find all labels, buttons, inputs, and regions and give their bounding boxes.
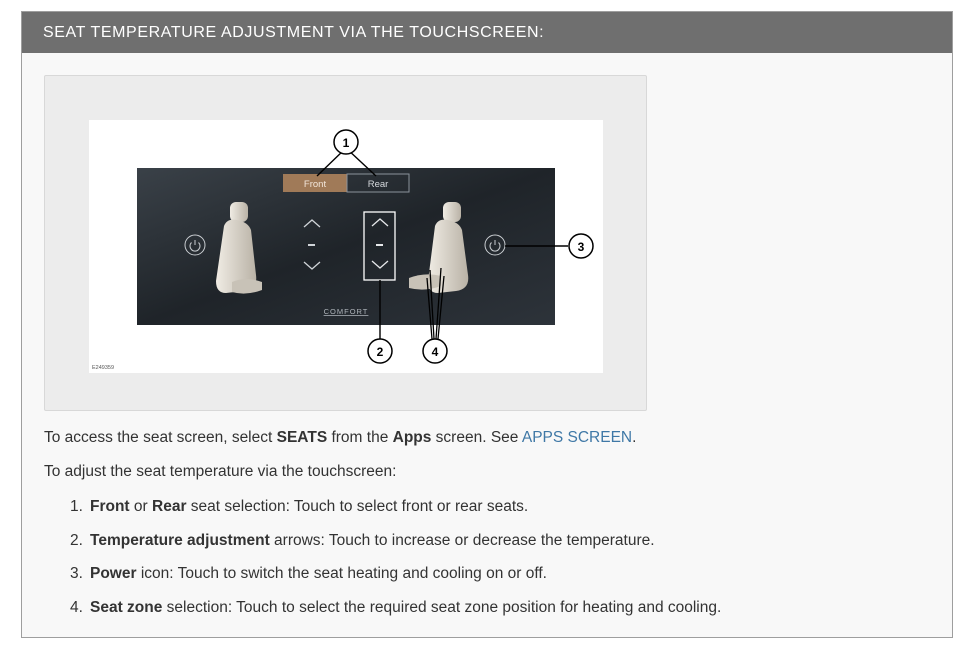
seat-screen-diagram bbox=[89, 120, 603, 373]
list-item bbox=[44, 565, 924, 599]
comfort-mode-label[interactable]: COMFORT bbox=[323, 307, 369, 316]
tab-rear-label: Rear bbox=[367, 179, 389, 190]
step-term: Temperature adjustment bbox=[90, 531, 270, 549]
step-number: 2. bbox=[70, 531, 83, 549]
step-term: Power bbox=[90, 565, 137, 583]
step-term: Seat zone bbox=[90, 599, 163, 617]
temperature-level-indicator bbox=[308, 244, 315, 246]
access-text-after: screen. See bbox=[431, 429, 522, 446]
apps-term: Apps bbox=[392, 429, 432, 446]
seats-term: SEATS bbox=[276, 429, 328, 446]
figure-reference-id: E249359 bbox=[92, 365, 115, 371]
list-item bbox=[44, 532, 924, 566]
access-text-mid: from the bbox=[327, 429, 393, 446]
section-heading: SEAT TEMPERATURE ADJUSTMENT VIA THE TOUCHSCREEN: bbox=[22, 12, 952, 53]
seat-screen-illustration bbox=[89, 120, 603, 373]
apps-screen-link[interactable]: APPS SCREEN bbox=[521, 429, 633, 446]
step-text: seat selection: Touch to select front or rear seats. bbox=[186, 498, 529, 515]
list-item bbox=[44, 599, 924, 633]
step-term: Front bbox=[90, 498, 130, 515]
tab-front[interactable] bbox=[283, 174, 347, 192]
access-instruction bbox=[44, 429, 636, 447]
access-text-end: . bbox=[632, 429, 637, 446]
callout-3-label: 3 bbox=[577, 240, 585, 254]
steps-list bbox=[44, 498, 924, 633]
step-text: or bbox=[129, 498, 153, 515]
temperature-level-indicator bbox=[376, 244, 383, 246]
step-term: Rear bbox=[152, 498, 187, 515]
access-text-start: To access the seat screen, select bbox=[44, 429, 277, 446]
instruction-panel bbox=[21, 11, 953, 638]
list-item bbox=[44, 498, 924, 532]
step-text: selection: Touch to select the required seat zone position for heating and cooling. bbox=[162, 599, 722, 617]
step-number: 3. bbox=[70, 565, 83, 583]
adjust-intro: To adjust the seat temperature via the touchscreen: bbox=[44, 463, 397, 480]
callout-1-label: 1 bbox=[342, 136, 350, 150]
step-text: icon: Touch to switch the seat heating and cooling on or off. bbox=[136, 565, 547, 583]
tab-front-label: Front bbox=[303, 179, 327, 190]
step-text: arrows: Touch to increase or decrease the temperature. bbox=[269, 531, 655, 549]
figure-frame bbox=[44, 75, 647, 411]
step-number: 4. bbox=[70, 599, 83, 617]
callout-4-label: 4 bbox=[431, 345, 439, 359]
step-number: 1. bbox=[70, 498, 83, 515]
callout-2-label: 2 bbox=[376, 345, 384, 359]
